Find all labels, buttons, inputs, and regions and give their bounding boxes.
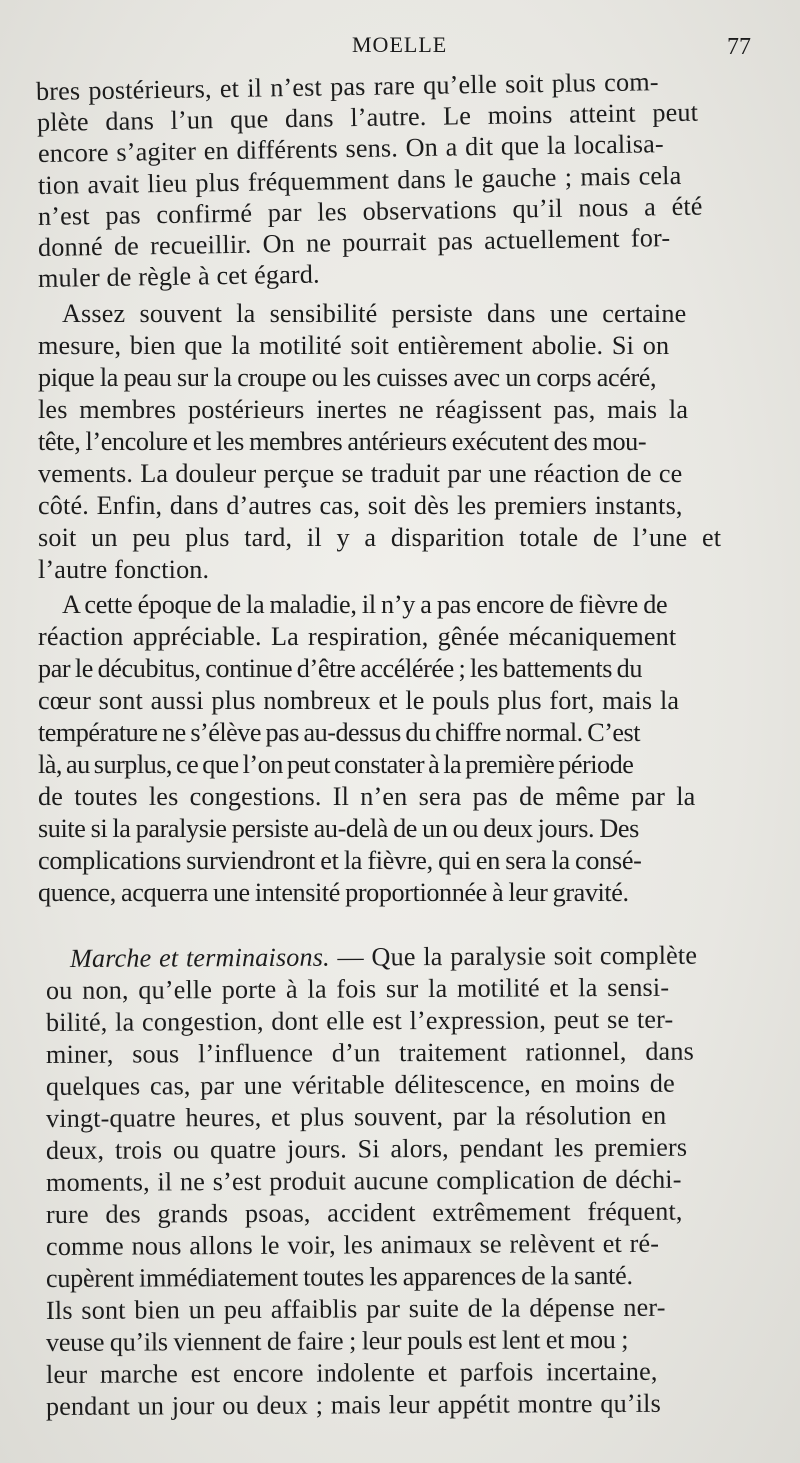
text-line: par le décubitus, continue d’être accélérée ; les battements du — [38, 654, 643, 683]
text-line: là, au surplus, ce que l’on peut constater à la première période — [38, 750, 634, 779]
text-line: suite si la paralysie persiste au-delà de un ou deux jours. Des — [38, 814, 639, 843]
text-line: A cette époque de la maladie, il n’y a pas encore de fièvre de — [62, 590, 668, 619]
text-line: cupèrent immédiatement toutes les apparences de la santé. — [45, 1260, 633, 1293]
text-line: comme nous allons le voir, les animaux se relèvent et ré- — [45, 1228, 660, 1261]
text-line: pendant un jour ou deux ; mais leur appétit montre qu’ils — [45, 1388, 661, 1421]
text-line: leur marche est encore indolente et parfois incertaine, — [45, 1356, 658, 1389]
text-line: mesure, bien que la motilité soit entièrement abolie. Si on — [38, 331, 670, 360]
text-line: rure des grands psoas, accident extrêmement fréquent, — [45, 1196, 683, 1229]
text-line: pique la peau sur la croupe ou les cuisses avec un corps acéré, — [38, 363, 657, 392]
text-line: l’autre fonction. — [38, 555, 210, 584]
text-line: tête, l’encolure et les membres antérieurs exécutent des mou- — [38, 427, 647, 456]
running-head — [0, 30, 800, 64]
section-heading: Marche et terminaisons. — [69, 942, 330, 973]
text-line: miner, sous l’influence d’un traitement rationnel, dans — [45, 1036, 694, 1069]
text-line — [70, 940, 697, 974]
text-line: vingt-quatre heures, et plus souvent, par la résolution en — [45, 1100, 667, 1133]
text-line: les membres postérieurs inertes ne réagissent pas, mais la — [38, 395, 689, 424]
text-line: plète dans l’un que dans l’autre. Le moins atteint peut — [36, 97, 699, 137]
text-line: cœur sont aussi plus nombreux et le pouls plus fort, mais la — [38, 686, 680, 715]
text-line: veuse qu’ils viennent de faire ; leur pouls est lent et mou ; — [45, 1324, 629, 1357]
text-line: donné de recueillir. On ne pourrait pas actuellement for- — [37, 223, 671, 262]
page-number: 77 — [727, 34, 751, 60]
text-line: muler de règle à cet égard. — [37, 259, 320, 293]
text-line: encore s’agiter en différents sens. On a dit que la localisa- — [37, 129, 664, 168]
section-lead-text: — Que la paralysie soit complète — [329, 940, 698, 972]
text-line: réaction appréciable. La respiration, gênée mécaniquement — [38, 622, 677, 651]
text-line: côté. Enfin, dans d’autres cas, soit dès les premiers instants, — [38, 491, 683, 520]
text-line: Ils sont bien un peu affaiblis par suite de la dépense ner- — [45, 1292, 666, 1325]
text-line: température ne s’élève pas au-dessus du chiffre normal. C’est — [38, 718, 641, 747]
running-title: MOELLE — [352, 32, 448, 57]
text-line: quence, acquerra une intensité proportionnée à leur gravité. — [38, 878, 629, 907]
text-line: moments, il ne s’est produit aucune complication de déchi- — [45, 1164, 682, 1197]
text-line: bres postérieurs, et il n’est pas rare qu’elle soit plus com- — [35, 67, 659, 106]
text-line: ou non, qu’elle porte à la fois sur la motilité et la sensi- — [45, 972, 670, 1005]
text-line: tion avait lieu plus fréquemment dans le gauche ; mais cela — [37, 160, 682, 200]
text-line: Assez souvent la sensibilité persiste dans une certaine — [62, 299, 687, 328]
text-line: complications surviendront et la fièvre, qui en sera la consé- — [38, 846, 642, 875]
text-line: vements. La douleur perçue se traduit par une réaction de ce — [38, 459, 683, 488]
text-line: bilité, la congestion, dont elle est l’expression, peut se ter- — [45, 1004, 674, 1037]
text-line: n’est pas confirmé par les observations qu’il nous a été — [37, 191, 703, 231]
text-line: quelques cas, par une véritable délitescence, en moins de — [45, 1068, 675, 1101]
text-line: deux, trois ou quatre jours. Si alors, pendant les premiers — [45, 1132, 688, 1165]
text-line: de toutes les congestions. Il n’en sera pas de même par la — [38, 782, 696, 811]
text-line: soit un peu plus tard, il y a disparition totale de l’une et — [38, 523, 722, 552]
